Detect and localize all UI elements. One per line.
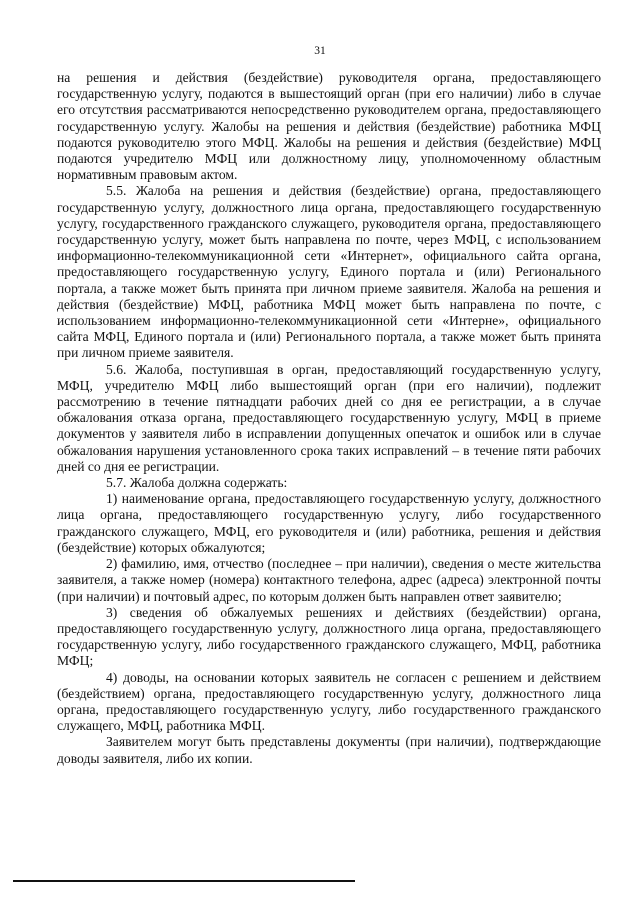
list-item: 4) доводы, на основании которых заявитель не согласен с решением и действием (бездействием) органа, предоставляющего государственную услугу, должностного лица органа, предоставляющего государственную услугу, либо государственного гражданского служащего, МФЦ, работника МФЦ. bbox=[57, 669, 601, 734]
paragraph: 5.7. Жалоба должна содержать: bbox=[106, 475, 288, 491]
document-body bbox=[57, 70, 601, 767]
list-item: 1) наименование органа, предоставляющего государственную услугу, должностного лица органа, предоставляющего государственную услугу, либо государственного гражданского служащего, МФЦ, его руководителя и (или) работника, решения и действия (бездействие) которых обжалуются; bbox=[57, 491, 601, 555]
list-item: 2) фамилию, имя, отчество (последнее – при наличии), сведения о месте жительства заявителя, а также номер (номера) контактного телефона, адрес (адреса) электронной почты (при наличии) и почтовый адрес, по которым должен быть направлен ответ заявителю; bbox=[57, 556, 601, 604]
paragraph: на решения и действия (бездействие) руководителя органа, предоставляющего государственную услугу, подаются в вышестоящий орган (при его наличии) либо в случае его отсутствия рассматриваются непосредственно руководителем органа, предоставляющего государственную услугу. Жалобы на решения и действия (бездействие) работника МФЦ подаются руководителю этого МФЦ. Жалобы на решения и действия (бездействие) МФЦ подаются учредителю МФЦ или должностному лицу, уполномоченному областным нормативным правовым актом. bbox=[57, 70, 601, 183]
paragraph: 5.5. Жалоба на решения и действия (бездействие) органа, предоставляющего государственную услугу, должностного лица органа, предоставляющего государственную услугу, государственного гражданского служащего, руководителя органа, предоставляющего государственную услугу, может быть направлена по почте, через МФЦ, с использованием информационно-телекоммуникационной сети «Интернет», официального сайта органа, предоставляющего государственную услугу, Единого портала и (или) Регионального портала, а также может быть принята при личном приеме заявителя. Жалоба на решения и действия (бездействие) МФЦ, работника МФЦ может быть направлена по почте, с использованием информационно-телекоммуникационной сети «Интерне», официального сайта МФЦ, Единого портала и (или) Регионального портала, а также может быть принята при личном приеме заявителя. bbox=[57, 183, 601, 361]
list-item: 3) сведения об обжалуемых решениях и действиях (бездействии) органа, предоставляющего государственную услугу, должностного лица органа, предоставляющего государственную услугу, либо государственного гражданского служащего, МФЦ, работника МФЦ; bbox=[57, 604, 601, 669]
paragraph: 5.6. Жалоба, поступившая в орган, предоставляющий государственную услугу, МФЦ, учредителю МФЦ либо вышестоящий орган (при его наличии), подлежит рассмотрению в течение пятнадцати рабочих дней со дня ее регистрации, а в случае обжалования отказа органа, предоставляющего государственную услугу, МФЦ в приеме документов у заявителя либо в исправлении допущенных опечаток и ошибок или в случае обжалования нарушения установленного срока таких исправлений – в течение пяти рабочих дней со дня ее регистрации. bbox=[57, 361, 601, 474]
page-number: 31 bbox=[314, 45, 326, 57]
footer-divider bbox=[13, 880, 355, 882]
paragraph: Заявителем могут быть представлены документы (при наличии), подтверждающие доводы заявителя, либо их копии. bbox=[57, 734, 601, 766]
